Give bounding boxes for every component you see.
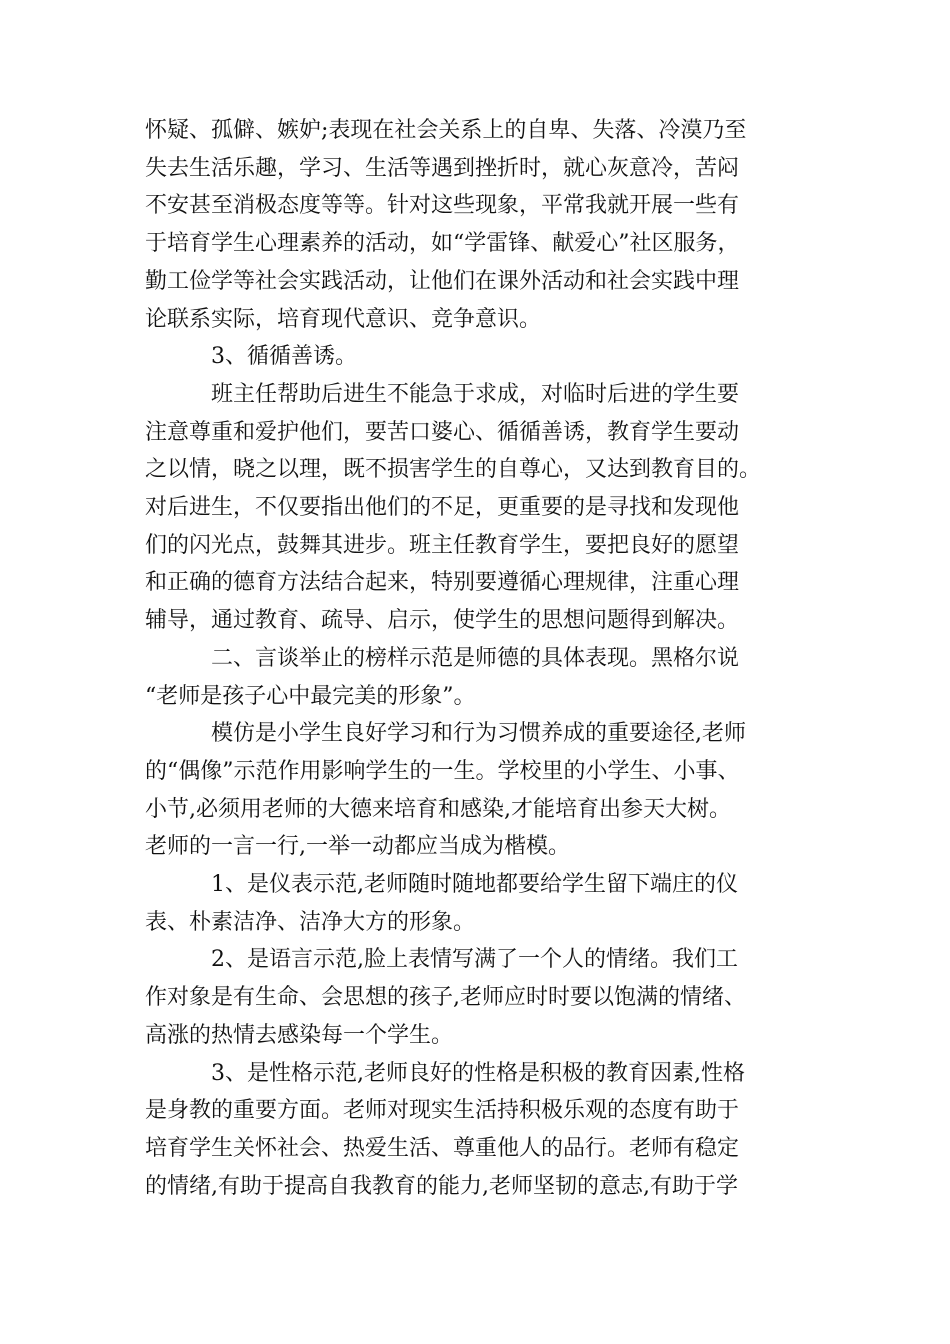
text-line: 论联系实际，培育现代意识、竞争意识。 (145, 306, 542, 332)
text-line: 是身教的重要方面。老师对现实生活持积极乐观的态度有助于 (145, 1098, 740, 1124)
paragraph (145, 376, 805, 640)
text-line: 注意尊重和爱护他们，要苦口婆心、循循善诱，教育学生要动 (145, 419, 740, 445)
text-line: 的情绪,有助于提高自我教育的能力,老师坚韧的意志,有助于学 (145, 1173, 738, 1199)
text-line: 和正确的德育方法结合起来，特别要遵循心理规律，注重心理 (145, 570, 740, 596)
text-line: 2、是语言示范,脸上表情写满了一个人的情绪。我们工 (211, 947, 738, 973)
paragraph (145, 715, 805, 866)
text-line: 小节,必须用老师的大德来培育和感染,才能培育出参天大树。 (145, 796, 731, 822)
text-line: 二、言谈举止的榜样示范是师德的具体表现。黑格尔说 (211, 645, 740, 671)
text-line: 3、是性格示范,老师良好的性格是积极的教育因素,性格 (211, 1060, 745, 1086)
text-line: 3、循循善诱。 (211, 344, 357, 370)
text-line: 于培育学生心理素养的活动，如“学雷锋、献爱心”社区服务， (145, 231, 740, 257)
paragraph (145, 640, 805, 715)
text-line: 老师的一言一行,一举一动都应当成为楷模。 (145, 834, 570, 860)
paragraph (145, 338, 805, 376)
text-line: “老师是孩子心中最完美的形象”。 (145, 683, 476, 709)
text-line: 勤工俭学等社会实践活动，让他们在课外活动和社会实践中理 (145, 268, 740, 294)
text-line: 高涨的热情去感染每一个学生。 (145, 1022, 454, 1048)
paragraph (145, 1055, 805, 1206)
paragraph (145, 941, 805, 1054)
text-line: 班主任帮助后进生不能急于求成，对临时后进的学生要 (211, 381, 740, 407)
paragraph (145, 112, 805, 338)
text-line: 们的闪光点，鼓舞其进步。班主任教育学生，要把良好的愿望 (145, 532, 740, 558)
document-body (145, 112, 805, 1205)
text-line: 模仿是小学生良好学习和行为习惯养成的重要途径,老师 (211, 721, 746, 747)
text-line: 的“偶像”示范作用影响学生的一生。学校里的小学生、小事、 (145, 758, 740, 784)
text-line: 培育学生关怀社会、热爱生活、尊重他人的品行。老师有稳定 (145, 1135, 740, 1161)
text-line: 对后进生，不仅要指出他们的不足，更重要的是寻找和发现他 (145, 495, 740, 521)
text-line: 辅导，通过教育、疏导、启示，使学生的思想问题得到解决。 (145, 608, 740, 634)
text-line: 失去生活乐趣，学习、生活等遇到挫折时，就心灰意冷，苦闷 (145, 155, 740, 181)
paragraph (145, 866, 805, 941)
text-line: 1、是仪表示范,老师随时随地都要给学生留下端庄的仪 (211, 872, 738, 898)
text-line: 不安甚至消极态度等等。针对这些现象，平常我就开展一些有 (145, 193, 740, 219)
text-line: 怀疑、孤僻、嫉妒;表现在社会关系上的自卑、失落、冷漠乃至 (145, 118, 747, 143)
text-line: 作对象是有生命、会思想的孩子,老师应时时要以饱满的情绪、 (145, 985, 746, 1011)
text-line: 表、朴素洁净、洁净大方的形象。 (145, 909, 476, 935)
text-line: 之以情，晓之以理，既不损害学生的自尊心，又达到教育目的。 (145, 457, 762, 483)
